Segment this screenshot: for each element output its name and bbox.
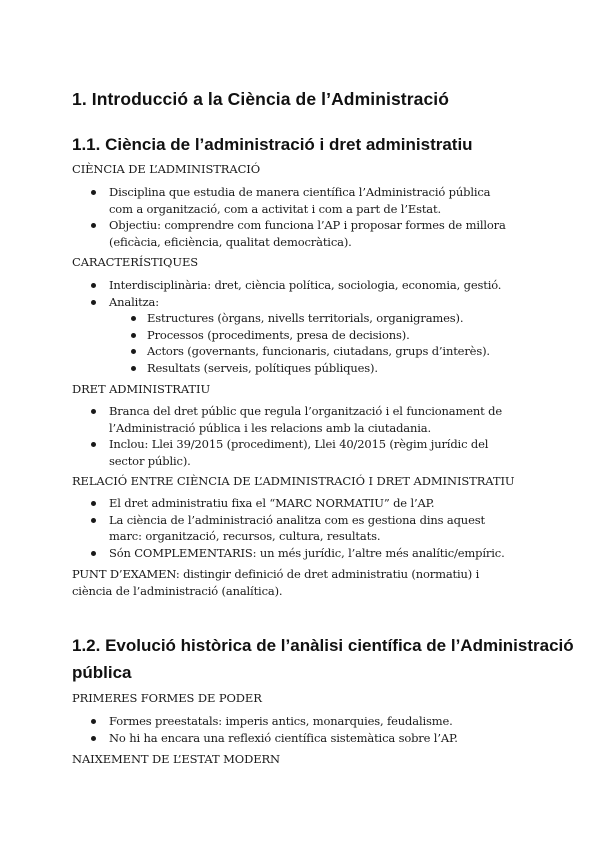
list-item: Inclou: Llei 39/2015 (procediment), Llei 40/2015 (règim jurídic del sector públic). [72, 436, 512, 469]
sub-list-item: Estructures (òrgans, nivells territorials, organigrames). [121, 310, 512, 327]
list-item-label: Analitza: [109, 294, 159, 309]
list-item: La ciència de l’administració analitza com es gestiona dins aquest marc: organització, recursos, cultura, resultats. [72, 512, 512, 545]
section-heading-1-2: 1.2. Evolució històrica de l’anàlisi científica de l’Administració pública [72, 636, 574, 682]
list-item: Formes preestatals: imperis antics, monarquies, feudalisme. [72, 713, 512, 730]
sub-list-item: Actors (governants, funcionaris, ciutadans, grups d’interès). [121, 343, 512, 360]
list-item: Són COMPLEMENTARIS: un més jurídic, l’altre més analític/empíric. [72, 545, 512, 562]
label-caracteristiques: CARACTERÍSTIQUES [72, 255, 199, 269]
list-item: No hi ha encara una reflexió científica sistemàtica sobre l’AP. [72, 730, 512, 747]
list-item-analitza [72, 294, 512, 377]
list-relacio [72, 495, 512, 561]
label-primeres-formes: PRIMERES FORMES DE PODER [72, 691, 262, 705]
label-ciencia-administracio: CIÈNCIA DE L’ADMINISTRACIÓ [72, 162, 261, 176]
list-item: Disciplina que estudia de manera científica l’Administració pública com a organització, com a activitat i com a part de l’Estat. [72, 184, 512, 217]
label-relacio: RELACIÓ ENTRE CIÈNCIA DE L’ADMINISTRACIÓ I DRET ADMINISTRATIU [72, 474, 515, 488]
list-primeres [72, 713, 512, 746]
list-ciencia [72, 184, 512, 250]
list-item: Objectiu: comprendre com funciona l’AP i proposar formes de millora (eficàcia, eficiència, qualitat democràtica). [72, 217, 512, 250]
section-heading-1-1: 1.1. Ciència de l’administració i dret administratiu [72, 135, 473, 154]
list-dret [72, 403, 512, 469]
sublist-analitza [109, 310, 512, 376]
list-item: El dret administratiu fixa el “MARC NORMATIU” de l’AP. [72, 495, 512, 512]
list-caracteristiques [72, 277, 512, 376]
label-naixement-estat: NAIXEMENT DE L’ESTAT MODERN [72, 752, 281, 766]
exam-note: PUNT D’EXAMEN: distingir definició de dret administratiu (normatiu) i ciència de l’administració (analítica). [72, 567, 480, 598]
list-item: Branca del dret públic que regula l’organització i el funcionament de l’Administració pública i les relacions amb la ciutadania. [72, 403, 512, 436]
sub-list-item: Resultats (serveis, polítiques públiques). [121, 360, 512, 377]
label-dret-administratiu: DRET ADMINISTRATIU [72, 382, 211, 396]
list-item: Interdisciplinària: dret, ciència política, sociologia, economia, gestió. [72, 277, 512, 294]
sub-list-item: Processos (procediments, presa de decisions). [121, 327, 512, 344]
document-title: 1. Introducció a la Ciència de l’Administració [72, 89, 450, 109]
